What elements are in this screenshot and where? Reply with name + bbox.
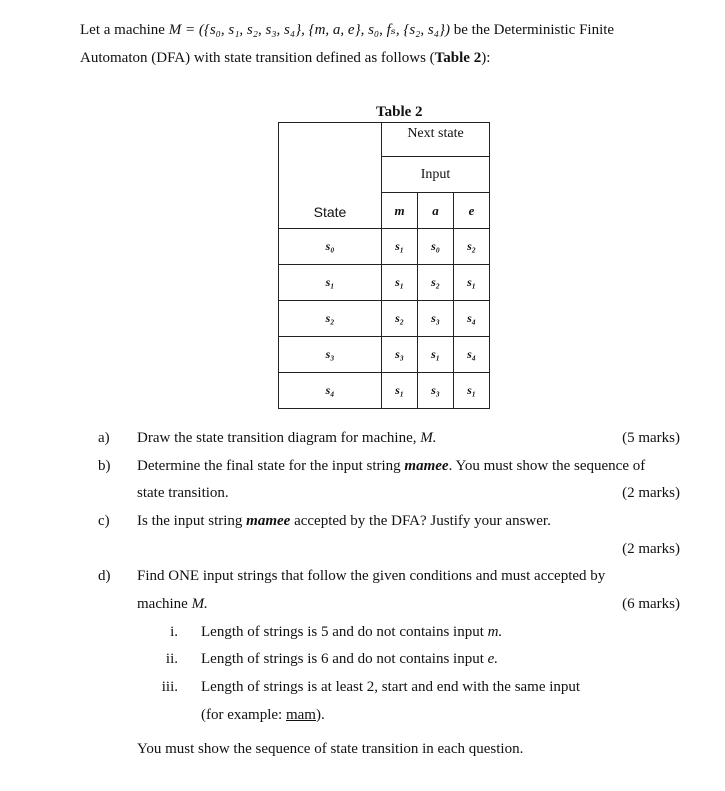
question-a-text: [137, 430, 437, 447]
sub-item-text: Length of strings is at least 2, start and end with the same input: [201, 679, 581, 695]
table-row: [279, 265, 490, 301]
question-d-marks: (6 marks): [622, 596, 680, 612]
next-state-cell: s₁: [382, 265, 418, 301]
sub-item-content: Length of strings is 5 and do not contains input: [201, 624, 488, 640]
question-text: M.: [420, 430, 437, 446]
state-cell: s₄: [279, 373, 382, 409]
question-c-marks: (2 marks): [622, 541, 680, 557]
table-caption: Table 2: [376, 104, 423, 120]
next-state-cell: s₃: [418, 301, 454, 337]
sub-item-content: e.: [487, 651, 499, 667]
sub-item-example: [201, 707, 325, 724]
question-c-label: c): [98, 513, 110, 529]
question-c-text: [137, 513, 551, 530]
question-text: Determine the final state for the input string: [137, 458, 405, 474]
next-state-cell: s₂: [418, 265, 454, 301]
intro-line-2: [80, 44, 490, 72]
example-string: mam: [285, 707, 316, 723]
input-string: mamee: [404, 458, 449, 474]
intro-text: Let a machine: [80, 22, 169, 38]
sub-item-content: Length of strings is 6 and do not contains input: [201, 651, 488, 667]
question-a-marks: (5 marks): [622, 430, 680, 446]
sub-item-number: iii.: [161, 679, 178, 695]
next-state-cell: s₄: [454, 337, 490, 373]
sub-item-text: [201, 624, 502, 641]
machine-definition: M = ({s₀, s₁, s₂, s₃, s₄}, {m, a, e}, s₀, fₛ, {s₂, s₄}): [168, 22, 450, 38]
table-row: [279, 337, 490, 373]
table-row: [279, 373, 490, 409]
input-symbol-e: e: [454, 193, 490, 229]
question-b-text: [137, 458, 645, 475]
next-state-cell: s₁: [418, 337, 454, 373]
question-text: . You must show the sequence of: [448, 458, 646, 474]
intro-text: Automaton (DFA) with state transition defined as follows (: [80, 50, 435, 66]
state-cell: s₀: [279, 229, 382, 265]
input-symbol-m: m: [382, 193, 418, 229]
state-cell: s₃: [279, 337, 382, 373]
next-state-cell: s₂: [382, 301, 418, 337]
question-text: accepted by the DFA? Justify your answer.: [290, 513, 551, 529]
input-symbol-a: a: [418, 193, 454, 229]
next-state-cell: s₁: [382, 373, 418, 409]
transition-table: [278, 122, 490, 409]
state-cell: s₁: [279, 265, 382, 301]
question-d-label: d): [98, 568, 111, 584]
question-b-marks: (2 marks): [622, 485, 680, 501]
next-state-cell: s₂: [454, 229, 490, 265]
question-a-label: a): [98, 430, 110, 446]
question-text: machine: [137, 596, 192, 612]
question-text: Draw the state transition diagram for machine,: [137, 430, 421, 446]
next-state-header: Next state: [382, 123, 490, 157]
next-state-cell: s₁: [454, 373, 490, 409]
table-row: [279, 301, 490, 337]
table-row: [279, 229, 490, 265]
question-b-text-2: state transition.: [137, 485, 229, 501]
question-d-text: Find ONE input strings that follow the given conditions and must accepted by: [137, 568, 606, 584]
sub-item-content: m.: [487, 624, 503, 640]
sub-item-number: ii.: [165, 651, 178, 667]
intro-text: ):: [481, 50, 491, 66]
footer-instruction: You must show the sequence of state transition in each question.: [137, 741, 524, 757]
question-text: M.: [191, 596, 208, 612]
next-state-cell: s₁: [382, 229, 418, 265]
state-cell: s₂: [279, 301, 382, 337]
next-state-cell: s₄: [454, 301, 490, 337]
input-header: Input: [382, 157, 490, 193]
sub-item-content: ).: [315, 707, 325, 723]
intro-text: be the Deterministic Finite: [449, 22, 615, 38]
input-string: mamee: [246, 513, 291, 529]
table-reference: Table 2: [434, 50, 482, 66]
intro-line-1: [80, 16, 614, 44]
next-state-cell: s₁: [454, 265, 490, 301]
next-state-cell: s₃: [382, 337, 418, 373]
next-state-cell: s₀: [418, 229, 454, 265]
sub-item-text: [201, 651, 498, 668]
next-state-cell: s₃: [418, 373, 454, 409]
state-header: State: [313, 204, 347, 220]
question-d-text-2: [137, 596, 208, 613]
question-text: Is the input string: [137, 513, 247, 529]
state-header-cell: [279, 123, 382, 229]
question-b-label: b): [98, 458, 111, 474]
sub-item-content: (for example:: [201, 707, 286, 723]
sub-item-number: i.: [170, 624, 178, 640]
